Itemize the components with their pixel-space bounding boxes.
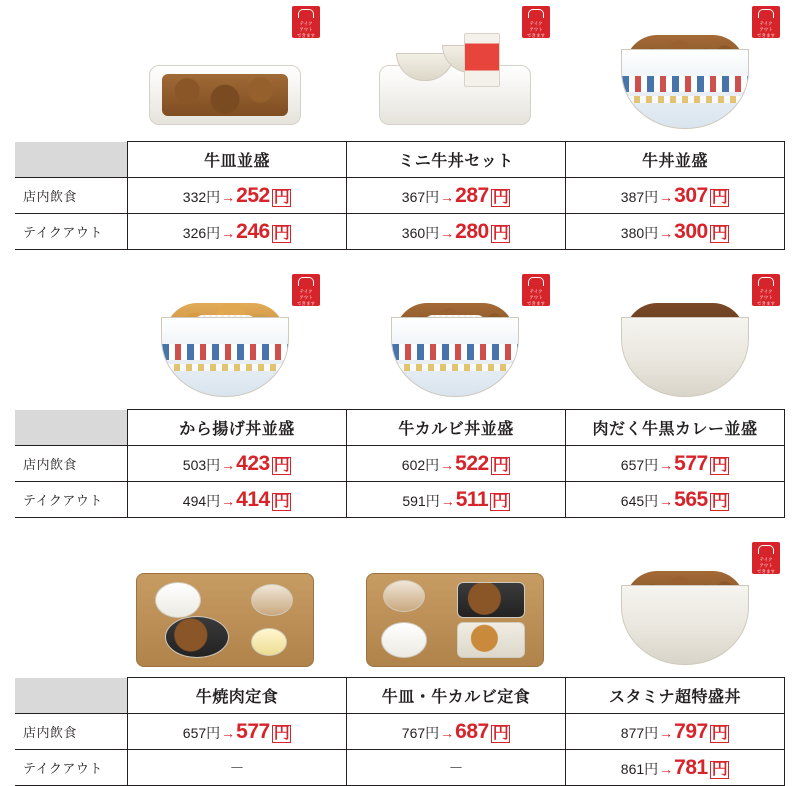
- yen-unit: 円: [644, 760, 659, 777]
- price-cell: [347, 714, 566, 750]
- bowl-pattern-2: [392, 364, 518, 371]
- food-image-stamina-don: [600, 559, 770, 671]
- yen-unit-new: 円: [711, 492, 728, 510]
- yen-unit-new: 円: [492, 224, 509, 242]
- arrow-icon: →: [221, 456, 236, 473]
- food-image-karubi-don: [370, 291, 540, 403]
- badge-line-2: アウト: [759, 27, 773, 32]
- photo-cell-karaage-don: [110, 268, 340, 403]
- bowl-shape: [621, 585, 749, 665]
- old-price: 767: [401, 724, 426, 741]
- plate-shape: [149, 65, 301, 125]
- yen-unit-new: 円: [711, 188, 728, 206]
- bowl-shape: [621, 317, 749, 397]
- photo-cell-yakiniku-teishoku: [110, 536, 340, 671]
- price-cell: [128, 482, 347, 518]
- price-cell: [347, 214, 566, 250]
- new-price: 687: [455, 719, 489, 743]
- old-price: 326: [182, 224, 207, 241]
- new-price: 252: [236, 183, 270, 207]
- new-price: 565: [674, 487, 708, 511]
- yen-unit: 円: [644, 224, 659, 241]
- menu-name-header: 牛皿並盛: [128, 142, 347, 178]
- yen-unit: 円: [644, 456, 659, 473]
- arrow-icon: →: [659, 224, 674, 241]
- old-price: 657: [620, 456, 645, 473]
- arrow-icon: →: [440, 224, 455, 241]
- badge-line-3: できます: [757, 569, 775, 574]
- table-corner-cell: [15, 678, 128, 714]
- photo-row-2: [0, 268, 800, 403]
- food-image-gyudon: [600, 23, 770, 135]
- menu-name-header: 牛焼肉定食: [128, 678, 347, 714]
- arrow-icon: →: [659, 492, 674, 509]
- photo-cell-gyu-sara: [110, 0, 340, 135]
- takeout-badge-icon: [752, 6, 780, 38]
- yen-unit-new: 円: [273, 188, 290, 206]
- old-price: 380: [620, 224, 645, 241]
- yen-unit: 円: [425, 456, 440, 473]
- photo-cell-stamina-don: [570, 536, 800, 671]
- old-price: 877: [620, 724, 645, 741]
- badge-line-1: テイク: [299, 21, 313, 26]
- bowl-pattern-2: [162, 364, 288, 371]
- table-row-takeout: [15, 214, 785, 250]
- new-price: 797: [674, 719, 708, 743]
- price-cell: [128, 178, 347, 214]
- yen-unit: 円: [425, 188, 440, 205]
- new-price: 280: [455, 219, 489, 243]
- yen-unit-new: 円: [492, 724, 509, 742]
- yen-unit: 円: [206, 188, 221, 205]
- yen-unit-new: 円: [492, 492, 508, 510]
- old-price: 503: [182, 456, 207, 473]
- yen-unit: 円: [206, 492, 221, 509]
- yen-unit: 円: [206, 724, 221, 741]
- tray-shape: [366, 573, 544, 667]
- table-header-row: [15, 678, 785, 714]
- menu-name-header: 牛皿・牛カルビ定食: [347, 678, 566, 714]
- new-price: 300: [674, 219, 708, 243]
- badge-line-1: テイク: [759, 21, 773, 26]
- price-cell: [566, 482, 785, 518]
- price-cell: [128, 214, 347, 250]
- yen-unit-new: 円: [273, 492, 290, 510]
- badge-line-2: アウト: [759, 295, 773, 300]
- old-price: 602: [401, 456, 426, 473]
- food-image-yakiniku-teishoku: [140, 559, 310, 671]
- menu-name-header: から揚げ丼並盛: [128, 410, 347, 446]
- food-image-kuro-curry: [600, 291, 770, 403]
- tray-shape: [136, 573, 314, 667]
- old-price: 332: [182, 188, 207, 205]
- photo-row-1: [0, 0, 800, 135]
- old-price: 591: [402, 492, 426, 509]
- menu-section-1: [0, 0, 800, 250]
- new-price: 577: [236, 719, 270, 743]
- price-cell: [347, 482, 566, 518]
- table-corner-cell: [15, 410, 128, 446]
- badge-line-3: できます: [297, 33, 315, 38]
- price-cell: [347, 178, 566, 214]
- rice-bowl: [155, 582, 201, 618]
- row-label-takeout: テイクアウト: [15, 482, 128, 518]
- rice-bowl: [381, 622, 427, 658]
- plate-shape: [379, 65, 531, 125]
- price-cell: [128, 714, 347, 750]
- arrow-icon: →: [659, 760, 674, 777]
- new-price: 307: [674, 183, 708, 207]
- takeout-badge-icon: [522, 274, 550, 306]
- takeout-badge-icon: [292, 6, 320, 38]
- new-price: 511: [455, 487, 489, 511]
- menu-name-header: 牛丼並盛: [566, 142, 785, 178]
- yakiniku-dish: [165, 616, 229, 658]
- bowl-shape: [391, 317, 519, 397]
- old-price: 360: [401, 224, 426, 241]
- bowl-pattern: [392, 344, 518, 360]
- yen-unit-new: 円: [711, 760, 728, 778]
- old-price: 657: [182, 724, 207, 741]
- badge-line-2: アウト: [529, 295, 543, 300]
- new-price: 781: [674, 755, 708, 779]
- menu-name-header: 牛カルビ丼並盛: [347, 410, 566, 446]
- yen-unit-new: 円: [711, 224, 728, 242]
- table-header-row: [15, 410, 785, 446]
- takeout-badge-icon: [292, 274, 320, 306]
- arrow-icon: →: [440, 456, 455, 473]
- juice-carton: [464, 33, 500, 87]
- arrow-icon: →: [440, 724, 455, 741]
- badge-line-3: できます: [527, 301, 545, 306]
- takeout-badge-icon: [522, 6, 550, 38]
- arrow-icon: →: [440, 492, 455, 509]
- takeout-badge-icon: [752, 542, 780, 574]
- badge-line-2: アウト: [759, 563, 773, 568]
- food-image-karaage-don: [140, 291, 310, 403]
- table-corner-cell: [15, 142, 128, 178]
- price-cell: [566, 214, 785, 250]
- yen-unit: 円: [425, 224, 440, 241]
- section-spacer: [0, 250, 800, 268]
- yen-unit-new: 円: [492, 188, 509, 206]
- badge-line-3: できます: [297, 301, 315, 306]
- price-cell: [566, 750, 785, 786]
- row-label-takeout: テイクアウト: [15, 214, 128, 250]
- table-row-dine-in: [15, 178, 785, 214]
- section-spacer: [0, 518, 800, 536]
- badge-line-1: テイク: [759, 557, 773, 562]
- row-label-takeout: テイクアウト: [15, 750, 128, 786]
- new-price: 577: [674, 451, 708, 475]
- arrow-icon: →: [221, 188, 236, 205]
- bowl-pattern: [622, 76, 748, 92]
- badge-line-2: アウト: [299, 27, 313, 32]
- price-table-2: [15, 409, 785, 518]
- new-price: 287: [455, 183, 489, 207]
- arrow-icon: →: [659, 456, 674, 473]
- photo-row-spacer: [0, 536, 110, 671]
- badge-line-2: アウト: [529, 27, 543, 32]
- yen-unit: 円: [644, 188, 659, 205]
- price-cell: [347, 446, 566, 482]
- old-price: 645: [620, 492, 645, 509]
- gyu-sara-dish: [457, 582, 525, 618]
- photo-cell-gyudon: [570, 0, 800, 135]
- food-image-mini-gyudon-set: [370, 23, 540, 135]
- photo-row-spacer: [0, 268, 110, 403]
- takeout-badge-icon: [752, 274, 780, 306]
- price-cell: [566, 446, 785, 482]
- yen-unit-new: 円: [711, 724, 728, 742]
- yen-unit: 円: [206, 456, 221, 473]
- yen-unit: 円: [644, 492, 659, 509]
- menu-section-2: [0, 268, 800, 518]
- table-row-dine-in: [15, 446, 785, 482]
- menu-name-header: 肉だく牛黒カレー並盛: [566, 410, 785, 446]
- badge-line-1: テイク: [529, 21, 543, 26]
- table-row-takeout: [15, 750, 785, 786]
- badge-line-1: テイク: [759, 289, 773, 294]
- new-price: 246: [236, 219, 270, 243]
- old-price: 387: [620, 188, 645, 205]
- old-price: 494: [182, 492, 207, 509]
- bowl-shape: [621, 49, 749, 129]
- yen-unit: 円: [206, 224, 221, 241]
- yen-unit: 円: [425, 724, 440, 741]
- yen-unit-new: 円: [273, 224, 290, 242]
- table-row-dine-in: [15, 714, 785, 750]
- menu-name-header: スタミナ超特盛丼: [566, 678, 785, 714]
- yen-unit-new: 円: [711, 456, 728, 474]
- badge-line-1: テイク: [529, 289, 543, 294]
- photo-cell-kuro-curry: [570, 268, 800, 403]
- photo-row-3: [0, 536, 800, 671]
- bowl-pattern-2: [622, 96, 748, 103]
- row-label-dine-in: 店内飲食: [15, 446, 128, 482]
- price-cell-unavailable: －: [128, 750, 347, 786]
- photo-cell-karubi-don: [340, 268, 570, 403]
- new-price: 522: [455, 451, 489, 475]
- karubi-dish: [457, 622, 525, 658]
- photo-row-spacer: [0, 0, 110, 135]
- bowl-shape: [161, 317, 289, 397]
- price-cell: [566, 714, 785, 750]
- arrow-icon: →: [221, 492, 236, 509]
- menu-name-header: ミニ牛丼セット: [347, 142, 566, 178]
- price-cell-unavailable: －: [347, 750, 566, 786]
- arrow-icon: →: [440, 188, 455, 205]
- new-price: 414: [236, 487, 270, 511]
- table-row-takeout: [15, 482, 785, 518]
- bowl-pattern: [162, 344, 288, 360]
- arrow-icon: →: [659, 724, 674, 741]
- arrow-icon: →: [659, 188, 674, 205]
- badge-line-2: アウト: [299, 295, 313, 300]
- badge-line-3: できます: [527, 33, 545, 38]
- old-price: 861: [620, 760, 645, 777]
- price-table-1: [15, 141, 785, 250]
- old-price: 367: [401, 188, 426, 205]
- row-label-dine-in: 店内飲食: [15, 178, 128, 214]
- price-table-3: [15, 677, 785, 786]
- arrow-icon: →: [221, 224, 236, 241]
- menu-section-3: [0, 536, 800, 786]
- table-header-row: [15, 142, 785, 178]
- badge-line-1: テイク: [299, 289, 313, 294]
- side-dish: [251, 628, 287, 656]
- row-label-dine-in: 店内飲食: [15, 714, 128, 750]
- yen-unit-new: 円: [273, 724, 290, 742]
- yen-unit: 円: [425, 492, 440, 509]
- photo-cell-mini-gyudon-set: [340, 0, 570, 135]
- miso-soup-bowl: [251, 584, 293, 616]
- price-cell: [566, 178, 785, 214]
- miso-soup-bowl: [383, 580, 425, 612]
- price-cell: [128, 446, 347, 482]
- photo-cell-sara-karubi-teishoku: [340, 536, 570, 671]
- yen-unit-new: 円: [273, 456, 290, 474]
- food-image-sara-karubi-teishoku: [370, 559, 540, 671]
- badge-line-3: できます: [757, 33, 775, 38]
- beef-topping: [162, 74, 288, 116]
- yen-unit: 円: [644, 724, 659, 741]
- yen-unit-new: 円: [492, 456, 509, 474]
- arrow-icon: →: [221, 724, 236, 741]
- new-price: 423: [236, 451, 270, 475]
- badge-line-3: できます: [757, 301, 775, 306]
- food-image-gyu-sara: [140, 23, 310, 135]
